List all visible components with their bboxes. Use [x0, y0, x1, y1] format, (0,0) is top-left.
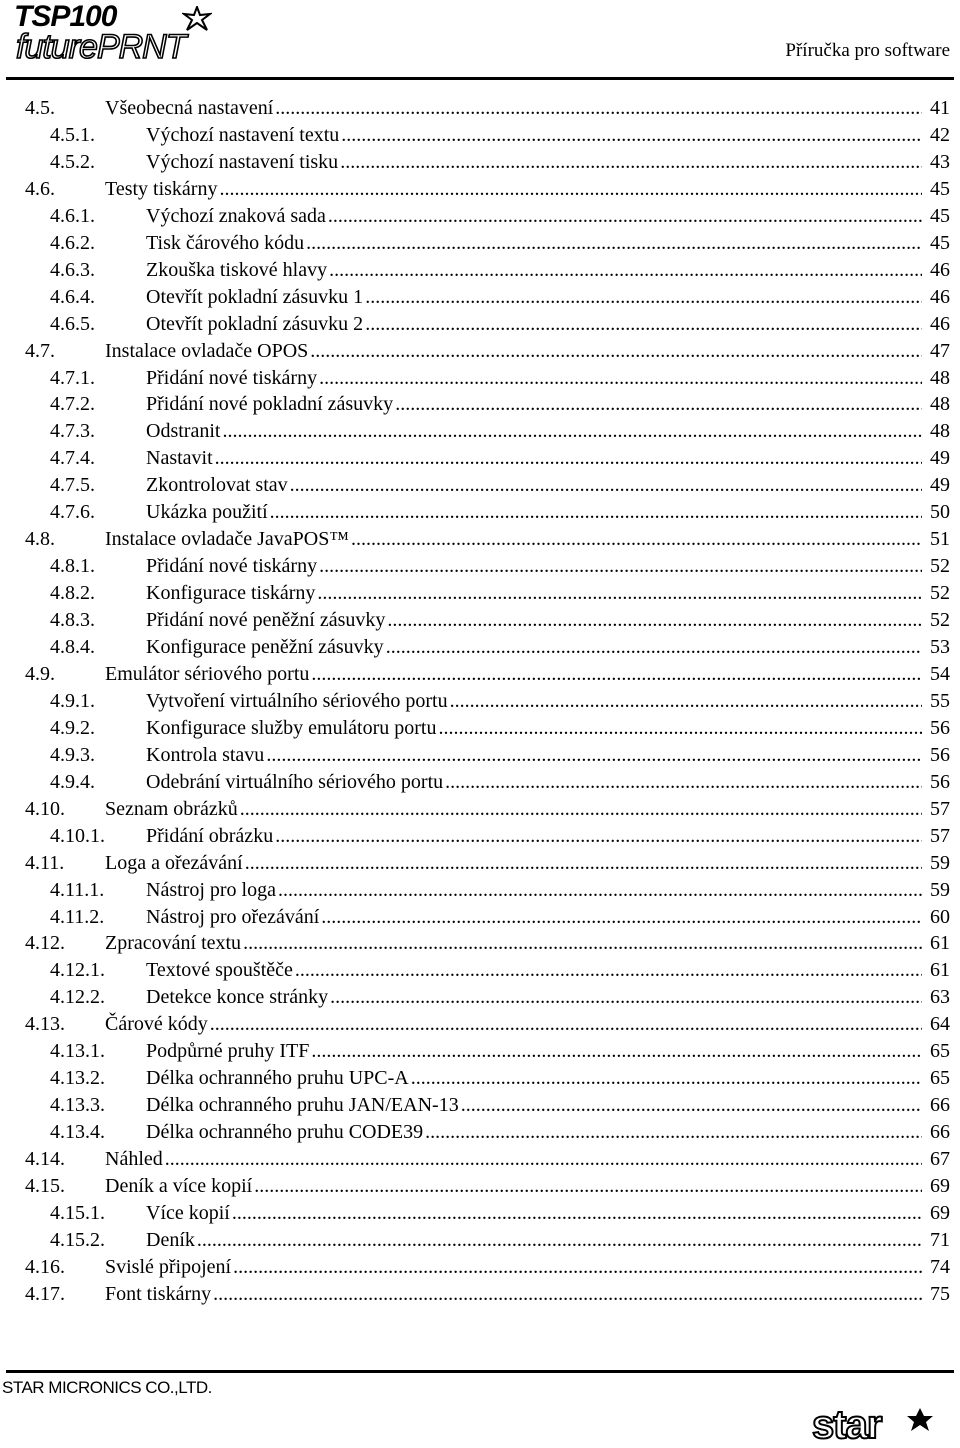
toc-entry-number: 4.9.1.	[50, 689, 95, 712]
toc-entry-page: 65	[930, 1040, 950, 1063]
toc-entry-title: Deník	[146, 1228, 195, 1251]
toc-entry[interactable]	[0, 823, 960, 850]
toc-entry-page: 49	[930, 474, 950, 497]
toc-entry-page: 59	[930, 878, 950, 901]
dot-leader	[386, 634, 922, 661]
toc-entry-title: Přidání obrázku	[146, 824, 274, 847]
toc-entry-number: 4.7.2.	[50, 393, 95, 416]
toc-entry[interactable]	[0, 1173, 960, 1200]
toc-entry-title-leader	[146, 1038, 922, 1065]
toc-entry-number: 4.7.3.	[50, 420, 95, 443]
toc-entry-page: 52	[930, 555, 950, 578]
toc-entry[interactable]	[0, 526, 960, 553]
toc-entry-number: 4.16.	[25, 1255, 65, 1278]
dot-leader	[445, 769, 922, 796]
toc-entry-number: 4.10.1.	[50, 824, 105, 847]
toc-entry-page: 59	[930, 851, 950, 874]
toc-entry-title: Náhled	[105, 1148, 163, 1171]
dot-leader	[270, 499, 922, 526]
toc-entry[interactable]	[0, 877, 960, 904]
toc-entry[interactable]	[0, 661, 960, 688]
toc-entry-page: 46	[930, 312, 950, 335]
toc-entry-number: 4.9.2.	[50, 716, 95, 739]
toc-entry-number: 4.6.5.	[50, 312, 95, 335]
dot-leader	[243, 930, 922, 957]
toc-entry-title: Otevřít pokladní zásuvku 1	[146, 285, 364, 308]
dot-leader	[210, 1011, 922, 1038]
toc-entry-title: Textové spouštěče	[146, 959, 293, 982]
toc-entry-title: Přidání nové pokladní zásuvky	[146, 393, 394, 416]
toc-entry-number: 4.5.1.	[50, 123, 95, 146]
toc-entry[interactable]	[0, 634, 960, 661]
star-brand-logo	[808, 1404, 948, 1444]
toc-entry-title: Konfigurace tiskárny	[146, 582, 316, 605]
dot-leader	[461, 1092, 922, 1119]
toc-entry[interactable]	[0, 796, 960, 823]
dot-leader	[232, 1200, 922, 1227]
toc-entry-title: Odebrání virtuálního sériového portu	[146, 770, 444, 793]
logo-line-2: futurePRNT	[16, 28, 186, 66]
toc-entry-title-leader	[146, 472, 922, 499]
toc-entry-title: Instalace ovladače JavaPOS™	[105, 528, 349, 551]
toc-entry-page: 48	[930, 420, 950, 443]
dot-leader	[219, 176, 922, 203]
toc-entry-title: Přidání nové peněžní zásuvky	[146, 609, 386, 632]
toc-entry-page: 57	[930, 797, 950, 820]
toc-entry-title: Deník a více kopií	[105, 1175, 253, 1197]
toc-entry[interactable]	[0, 930, 960, 957]
toc-entry[interactable]	[0, 391, 960, 418]
dot-leader	[215, 445, 922, 472]
toc-entry-title: Odstranit	[146, 420, 221, 443]
toc-entry-title-leader	[146, 122, 922, 149]
dot-leader	[295, 957, 922, 984]
toc-entry[interactable]	[0, 904, 960, 931]
toc-entry-page: 66	[930, 1094, 950, 1117]
toc-entry-title-leader	[146, 365, 922, 392]
toc-entry-number: 4.6.4.	[50, 285, 95, 308]
toc-entry-page: 43	[930, 150, 950, 173]
toc-entry-title-leader	[146, 904, 922, 931]
toc-entry[interactable]	[0, 1146, 960, 1173]
toc-entry[interactable]	[0, 149, 960, 176]
toc-entry-title: Nástroj pro ořezávání	[146, 905, 320, 928]
dot-leader	[330, 984, 922, 1011]
toc-entry-title-leader	[105, 850, 922, 877]
toc-entry[interactable]	[0, 688, 960, 715]
toc-entry[interactable]	[0, 742, 960, 769]
toc-entry-number: 4.9.	[25, 662, 55, 685]
dot-leader	[306, 230, 922, 257]
toc-entry-title-leader	[105, 1281, 922, 1308]
dot-leader	[266, 742, 922, 769]
dot-leader	[329, 257, 922, 284]
toc-entry-title: Svislé připojení	[105, 1255, 232, 1278]
dot-leader	[245, 850, 922, 877]
toc-entry-page: 47	[930, 339, 950, 362]
toc-entry-page: 66	[930, 1121, 950, 1144]
toc-entry-title: Detekce konce stránky	[146, 986, 329, 1009]
toc-entry-page: 45	[930, 231, 950, 254]
brand-wordmark: star	[812, 1404, 882, 1444]
toc-entry-page: 60	[930, 905, 950, 928]
toc-entry-page: 50	[930, 501, 950, 524]
toc-entry[interactable]	[0, 1092, 960, 1119]
toc-entry-number: 4.17.	[25, 1282, 65, 1305]
toc-entry-page: 71	[930, 1228, 950, 1251]
dot-leader	[310, 338, 922, 365]
dot-leader	[425, 1119, 922, 1146]
toc-entry-title-leader	[146, 1200, 922, 1227]
dot-leader	[311, 661, 922, 688]
toc-entry[interactable]	[0, 418, 960, 445]
dot-leader	[341, 122, 922, 149]
dot-leader	[278, 877, 922, 904]
toc-entry-page: 45	[930, 177, 950, 200]
toc-entry-title: Otevřít pokladní zásuvku 2	[146, 312, 364, 335]
toc-entry-page: 53	[930, 636, 950, 658]
toc-entry-page: 74	[930, 1255, 950, 1278]
toc-entry-title-leader	[146, 230, 922, 257]
toc-entry-number: 4.11.2.	[50, 905, 105, 928]
toc-entry-title-leader	[105, 1146, 922, 1173]
dot-leader	[317, 580, 922, 607]
dot-leader	[275, 823, 922, 850]
toc-entry-title: Výchozí nastavení tisku	[146, 150, 339, 173]
toc-entry-number: 4.5.2.	[50, 150, 95, 173]
toc-entry-page: 54	[930, 662, 950, 685]
toc-entry-number: 4.9.4.	[50, 770, 95, 793]
toc-entry-page: 55	[930, 689, 950, 712]
toc-entry-page: 65	[930, 1067, 950, 1090]
toc-entry-page: 63	[930, 986, 950, 1009]
toc-entry-title-leader	[146, 391, 922, 418]
toc-entry-title-leader	[105, 526, 922, 553]
toc-entry-number: 4.11.	[25, 851, 65, 874]
toc-entry-page: 69	[930, 1201, 950, 1224]
dot-leader	[450, 688, 922, 715]
toc-entry-page: 41	[930, 97, 950, 119]
toc-entry-number: 4.15.2.	[50, 1228, 105, 1251]
toc-entry[interactable]	[0, 1119, 960, 1146]
toc-entry-number: 4.6.	[25, 177, 55, 200]
toc-entry-title: Zkouška tiskové hlavy	[146, 258, 328, 281]
toc-entry-title: Nastavit	[146, 447, 213, 470]
toc-entry-title-leader	[146, 580, 922, 607]
toc-entry-title-leader	[146, 418, 922, 445]
toc-entry-page: 48	[930, 393, 950, 416]
toc-entry[interactable]	[0, 769, 960, 796]
toc-entry-title: Výchozí znaková sada	[146, 204, 326, 227]
page-header	[0, 0, 960, 90]
toc-entry-number: 4.8.	[25, 528, 55, 551]
toc-entry-title-leader	[146, 1065, 922, 1092]
header-divider	[6, 77, 954, 80]
toc-entry-title-leader	[105, 1011, 922, 1038]
toc-entry-title: Více kopií	[146, 1201, 230, 1224]
toc-entry-title: Přidání nové tiskárny	[146, 555, 318, 578]
toc-entry[interactable]	[0, 284, 960, 311]
toc-entry-page: 61	[930, 932, 950, 955]
toc-entry-title-leader	[105, 95, 922, 122]
toc-entry-title: Zkontrolovat stav	[146, 474, 288, 497]
toc-entry-page: 69	[930, 1175, 950, 1197]
toc-entry-title: Přidání nové tiskárny	[146, 366, 318, 389]
dot-leader	[222, 418, 922, 445]
star-burst-icon	[182, 6, 212, 32]
toc-entry-title-leader	[105, 661, 922, 688]
toc-entry-number: 4.12.	[25, 932, 65, 955]
toc-entry-page: 51	[930, 528, 950, 551]
toc-entry-number: 4.13.2.	[50, 1067, 105, 1090]
toc-entry-title-leader	[146, 1227, 922, 1254]
toc-entry-page: 42	[930, 123, 950, 146]
toc-entry-number: 4.7.6.	[50, 501, 95, 524]
toc-entry-number: 4.13.1.	[50, 1040, 105, 1063]
toc-entry-title-leader	[105, 176, 922, 203]
dot-leader	[213, 1281, 922, 1308]
toc-entry-title: Délka ochranného pruhu UPC-A	[146, 1067, 409, 1090]
toc-entry-title: Zpracování textu	[105, 932, 242, 955]
toc-entry[interactable]	[0, 203, 960, 230]
dot-leader	[319, 365, 922, 392]
dot-leader	[311, 1038, 922, 1065]
toc-entry[interactable]	[0, 445, 960, 472]
toc-entry-title-leader	[146, 203, 922, 230]
toc-entry[interactable]	[0, 1038, 960, 1065]
toc-entry[interactable]	[0, 1254, 960, 1281]
toc-entry-number: 4.8.1.	[50, 555, 95, 578]
toc-entry[interactable]	[0, 472, 960, 499]
toc-entry-page: 61	[930, 959, 950, 982]
toc-entry-number: 4.7.	[25, 339, 55, 362]
toc-entry-title-leader	[146, 742, 922, 769]
toc-entry-page: 45	[930, 204, 950, 227]
toc-entry-title-leader	[146, 984, 922, 1011]
toc-entry[interactable]	[0, 499, 960, 526]
toc-entry-page: 52	[930, 582, 950, 605]
toc-entry-title: Seznam obrázků	[105, 797, 238, 820]
toc-entry-title-leader	[146, 607, 922, 634]
logo-line-1: TSP100	[14, 0, 117, 33]
toc-entry-number: 4.7.1.	[50, 366, 95, 389]
toc-entry[interactable]	[0, 257, 960, 284]
toc-entry[interactable]	[0, 850, 960, 877]
toc-entry-title-leader	[146, 445, 922, 472]
dot-leader	[233, 1254, 922, 1281]
toc-entry-title-leader	[146, 957, 922, 984]
toc-entry-title: Ukázka použití	[146, 501, 268, 524]
toc-entry-title-leader	[146, 149, 922, 176]
toc-entry-number: 4.14.	[25, 1148, 65, 1171]
dot-leader	[351, 526, 922, 553]
toc-entry-number: 4.8.4.	[50, 636, 95, 658]
toc-entry[interactable]	[0, 553, 960, 580]
toc-entry[interactable]	[0, 715, 960, 742]
toc-entry[interactable]	[0, 957, 960, 984]
dot-leader	[240, 796, 922, 823]
toc-entry-page: 64	[930, 1013, 950, 1036]
toc-entry[interactable]	[0, 230, 960, 257]
dot-leader	[254, 1173, 922, 1200]
toc-entry-title: Instalace ovladače OPOS	[105, 339, 309, 362]
toc-entry-number: 4.9.3.	[50, 743, 95, 766]
toc-entry-title-leader	[146, 1119, 922, 1146]
toc-entry-title: Konfigurace peněžní zásuvky	[146, 636, 384, 658]
dot-leader	[275, 95, 922, 122]
toc-entry-title-leader	[105, 796, 922, 823]
toc-entry-title-leader	[146, 553, 922, 580]
toc-entry-title: Kontrola stavu	[146, 743, 265, 766]
toc-entry-number: 4.6.2.	[50, 231, 95, 254]
toc-entry-number: 4.7.5.	[50, 474, 95, 497]
toc-entry-title-leader	[146, 284, 922, 311]
toc-entry-title-leader	[146, 715, 922, 742]
toc-entry-title: Font tiskárny	[105, 1282, 212, 1305]
toc-entry-number: 4.11.1.	[50, 878, 105, 901]
toc-entry-number: 4.7.4.	[50, 447, 95, 470]
toc-entry-title: Délka ochranného pruhu JAN/EAN-13	[146, 1094, 459, 1117]
toc-entry-number: 4.15.	[25, 1175, 65, 1197]
toc-entry-page: 67	[930, 1148, 950, 1171]
toc-entry[interactable]	[0, 984, 960, 1011]
dot-leader	[165, 1146, 922, 1173]
toc-entry-number: 4.12.1.	[50, 959, 105, 982]
toc-entry-title: Vytvoření virtuálního sériového portu	[146, 689, 448, 712]
toc-entry[interactable]	[0, 176, 960, 203]
toc-entry-number: 4.13.	[25, 1013, 65, 1036]
toc-entry-number: 4.12.2.	[50, 986, 105, 1009]
toc-entry-title-leader	[146, 257, 922, 284]
toc-entry-number: 4.6.3.	[50, 258, 95, 281]
toc-entry-title-leader	[105, 930, 922, 957]
toc-entry-title-leader	[146, 1092, 922, 1119]
dot-leader	[290, 472, 922, 499]
toc-entry-number: 4.15.1.	[50, 1201, 105, 1224]
toc-entry-page: 75	[930, 1282, 950, 1305]
toc-entry[interactable]	[0, 338, 960, 365]
toc-entry-page: 46	[930, 285, 950, 308]
toc-entry-title-leader	[146, 311, 922, 338]
toc-entry-number: 4.8.2.	[50, 582, 95, 605]
toc-entry-title-leader	[105, 338, 922, 365]
toc-entry-page: 46	[930, 258, 950, 281]
dot-leader	[438, 715, 922, 742]
toc-entry-number: 4.5.	[25, 97, 55, 119]
toc-entry[interactable]	[0, 580, 960, 607]
toc-entry[interactable]	[0, 607, 960, 634]
toc-entry-title-leader	[146, 499, 922, 526]
toc-entry[interactable]	[0, 95, 960, 122]
toc-entry-title: Konfigurace služby emulátoru portu	[146, 716, 437, 739]
dot-leader	[328, 203, 922, 230]
toc-entry-number: 4.13.4.	[50, 1121, 105, 1144]
dot-leader	[365, 284, 922, 311]
toc-entry-page: 48	[930, 366, 950, 389]
toc-entry-title: Emulátor sériového portu	[105, 662, 310, 685]
dot-leader	[321, 904, 922, 931]
toc-entry-page: 52	[930, 609, 950, 632]
product-logo	[14, 2, 244, 64]
manual-title: Příručka pro software	[785, 40, 950, 61]
toc-entry-number: 4.6.1.	[50, 204, 95, 227]
toc-entry-title: Všeobecná nastavení	[105, 97, 274, 119]
toc-entry-title: Nástroj pro loga	[146, 878, 276, 901]
toc-entry-title: Testy tiskárny	[105, 177, 218, 200]
toc-entry[interactable]	[0, 1011, 960, 1038]
toc-entry[interactable]	[0, 1200, 960, 1227]
dot-leader	[387, 607, 922, 634]
toc-entry-page: 56	[930, 743, 950, 766]
toc-entry-page: 57	[930, 824, 950, 847]
toc-entry[interactable]	[0, 1227, 960, 1254]
toc-entry[interactable]	[0, 1281, 960, 1308]
toc-entry-page: 56	[930, 716, 950, 739]
toc-entry-title: Loga a ořezávání	[105, 851, 243, 874]
toc-entry-page: 56	[930, 770, 950, 793]
toc-entry[interactable]	[0, 311, 960, 338]
toc-entry-number: 4.8.3.	[50, 609, 95, 632]
toc-entry-title-leader	[146, 877, 922, 904]
toc-entry-number: 4.10.	[25, 797, 65, 820]
dot-leader	[197, 1227, 922, 1254]
dot-leader	[365, 311, 922, 338]
toc-entry-title: Tisk čárového kódu	[146, 231, 305, 254]
company-name: STAR MICRONICS CO.,LTD.	[2, 1378, 212, 1397]
toc-entry-title: Délka ochranného pruhu CODE39	[146, 1121, 424, 1144]
toc-entry-title: Výchozí nastavení textu	[146, 123, 340, 146]
toc-entry-page: 49	[930, 447, 950, 470]
toc-entry-title-leader	[105, 1254, 922, 1281]
dot-leader	[319, 553, 922, 580]
toc-entry-title: Podpůrné pruhy ITF	[146, 1040, 310, 1063]
dot-leader	[395, 391, 922, 418]
toc-entry[interactable]	[0, 1065, 960, 1092]
toc-entry-number: 4.13.3.	[50, 1094, 105, 1117]
toc-entry-title-leader	[146, 688, 922, 715]
toc-entry-title-leader	[146, 634, 922, 661]
toc-entry-title-leader	[105, 1173, 922, 1200]
dot-leader	[340, 149, 922, 176]
footer-divider	[6, 1370, 954, 1373]
toc-entry[interactable]	[0, 365, 960, 392]
toc-entry[interactable]	[0, 122, 960, 149]
toc-entry-title-leader	[146, 823, 922, 850]
toc-entry-title: Čárové kódy	[105, 1013, 208, 1036]
toc-entry-title-leader	[146, 769, 922, 796]
dot-leader	[411, 1065, 922, 1092]
